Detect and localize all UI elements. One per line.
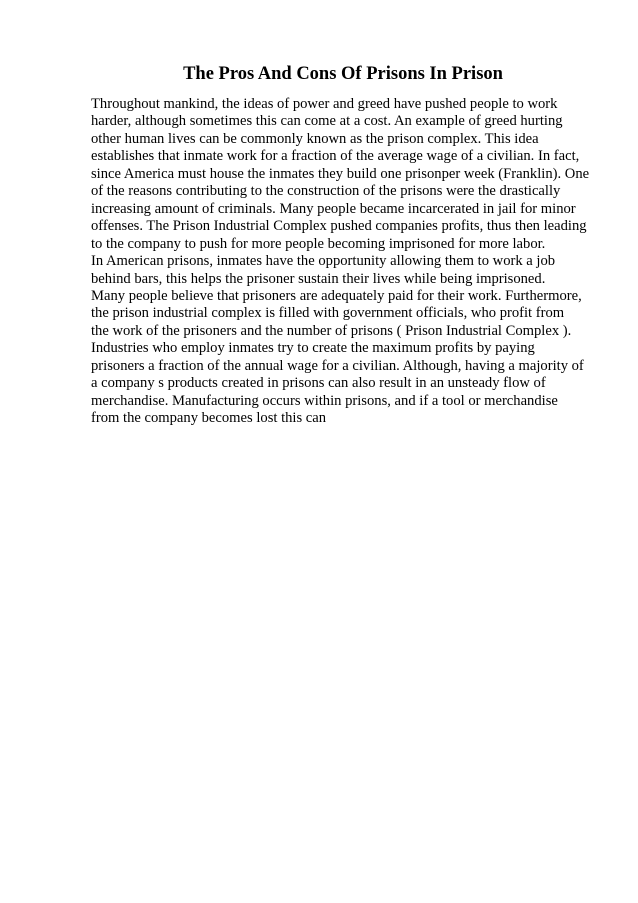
- body-line: offenses. The Prison Industrial Complex pushed companies profits, thus then leading: [91, 218, 587, 235]
- body-line: increasing amount of criminals. Many people became incarcerated in jail for minor: [91, 200, 576, 217]
- body-line: from the company becomes lost this can: [91, 410, 327, 427]
- body-line: Industries who employ inmates try to create the maximum profits by paying: [91, 340, 535, 357]
- document-title: The Pros And Cons Of Prisons In Prison: [183, 64, 503, 84]
- body-line: since America must house the inmates they build one prisonper week (Franklin). One: [91, 165, 590, 182]
- body-line: other human lives can be commonly known as the prison complex. This idea: [91, 130, 539, 147]
- body-line: prisoners a fraction of the annual wage for a civilian. Although, having a majority of: [91, 357, 584, 374]
- body-line: a company s products created in prisons can also result in an unsteady flow of: [91, 375, 546, 392]
- body-line: Throughout mankind, the ideas of power and greed have pushed people to work: [91, 96, 558, 112]
- body-line: of the reasons contributing to the construction of the prisons were the drastically: [91, 183, 561, 200]
- body-line: establishes that inmate work for a fraction of the average wage of a civilian. In fact,: [91, 148, 580, 165]
- document-body: [91, 96, 611, 428]
- body-line: behind bars, this helps the prisoner sustain their lives while being imprisoned.: [91, 270, 546, 287]
- body-line: Many people believe that prisoners are adequately paid for their work. Furthermore,: [91, 287, 582, 304]
- body-line: merchandise. Manufacturing occurs within prisons, and if a tool or merchandise: [91, 392, 558, 409]
- body-line: the work of the prisoners and the number of prisons ( Prison Industrial Complex ).: [91, 322, 572, 339]
- body-line: the prison industrial complex is filled with government officials, who profit from: [91, 305, 565, 322]
- body-line: to the company to push for more people becoming imprisoned for more labor.: [91, 235, 546, 252]
- body-line: In American prisons, inmates have the opportunity allowing them to work a job: [91, 253, 556, 270]
- body-line: harder, although sometimes this can come at a cost. An example of greed hurting: [91, 113, 563, 130]
